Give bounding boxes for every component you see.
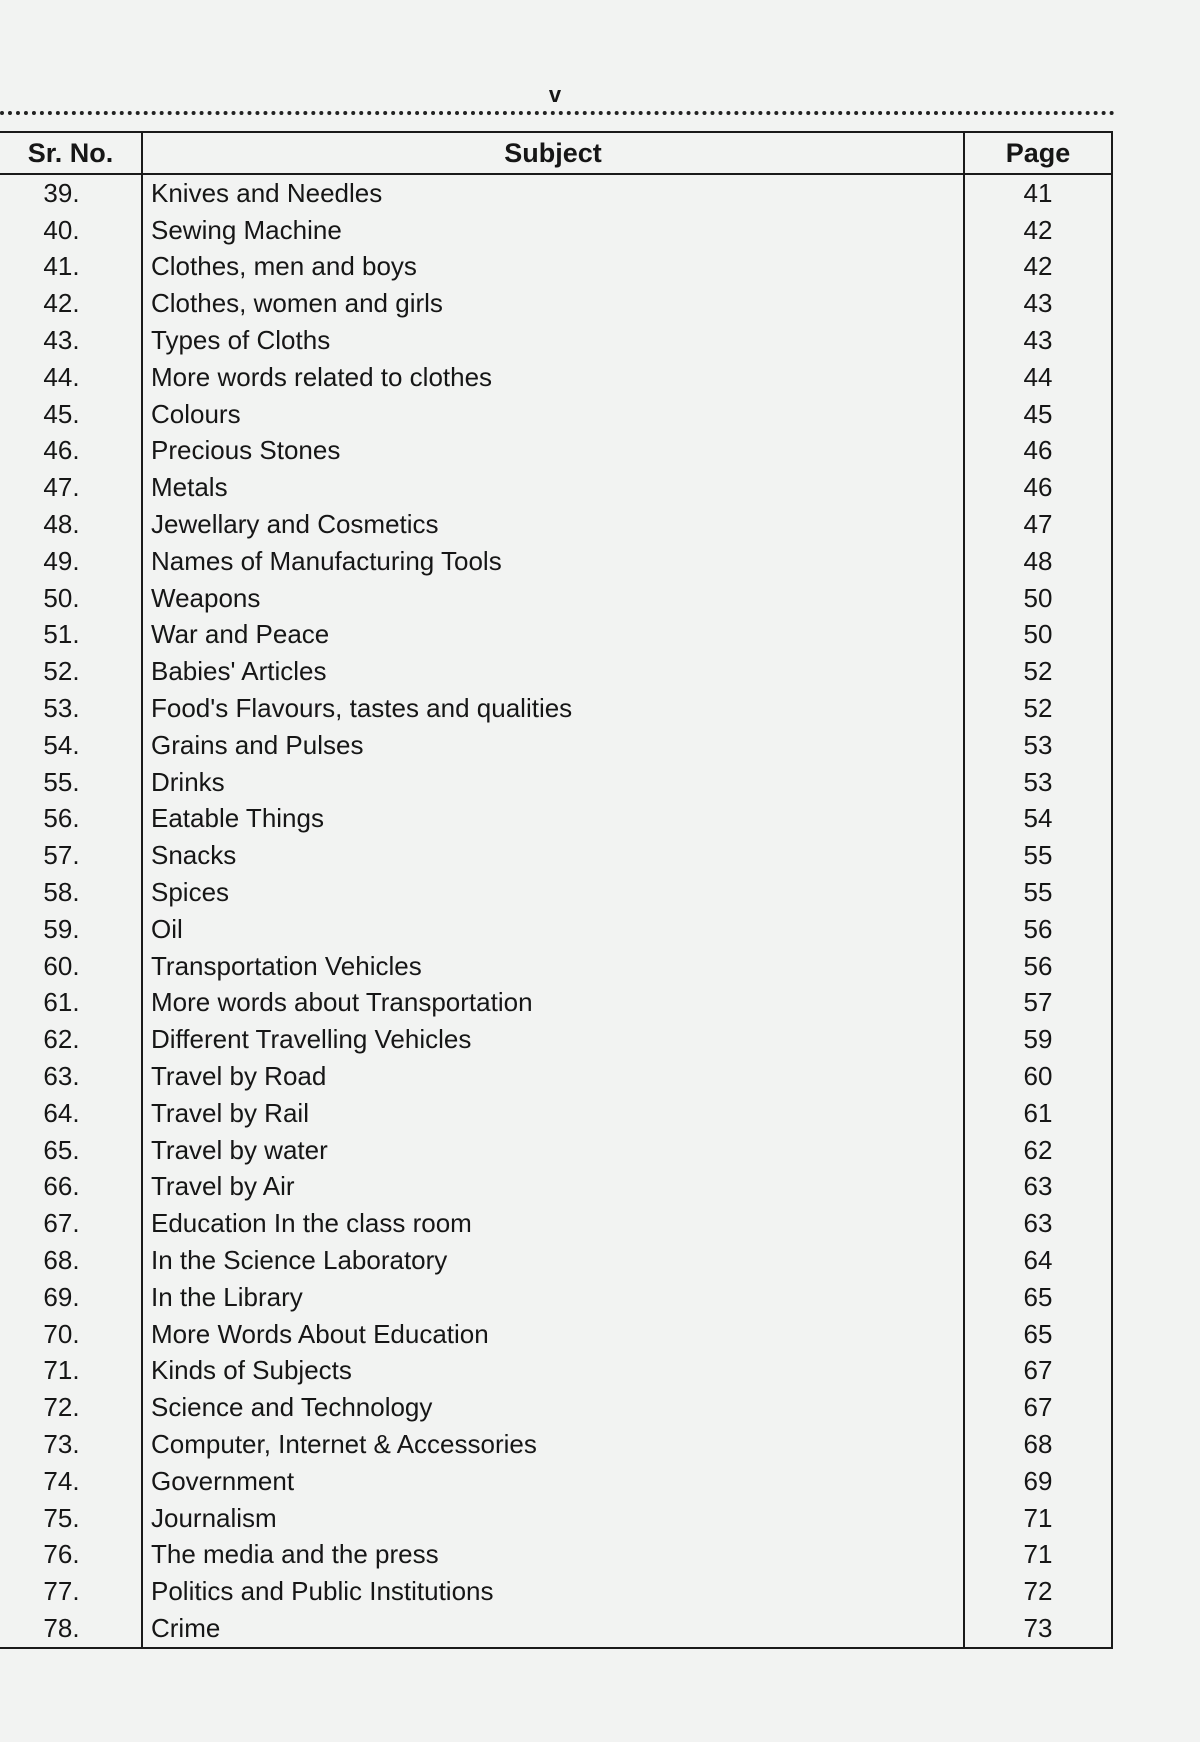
page-cell: 68 xyxy=(964,1426,1112,1463)
table-row xyxy=(0,359,1112,396)
subject-cell: Travel by Air xyxy=(142,1169,964,1206)
page-cell: 55 xyxy=(964,837,1112,874)
sr-no-cell: 63. xyxy=(0,1058,142,1095)
table-row xyxy=(0,948,1112,985)
subject-cell: Government xyxy=(142,1463,964,1500)
table-row xyxy=(0,1610,1112,1648)
subject-cell: Clothes, men and boys xyxy=(142,249,964,286)
table-row xyxy=(0,1205,1112,1242)
subject-cell: Travel by water xyxy=(142,1132,964,1169)
sr-no-cell: 65. xyxy=(0,1132,142,1169)
subject-cell: Types of Cloths xyxy=(142,322,964,359)
sr-no-cell: 73. xyxy=(0,1426,142,1463)
table-row xyxy=(0,506,1112,543)
sr-no-cell: 49. xyxy=(0,543,142,580)
subject-cell: Precious Stones xyxy=(142,433,964,470)
page-cell: 47 xyxy=(964,506,1112,543)
subject-cell: Crime xyxy=(142,1610,964,1648)
sr-no-cell: 67. xyxy=(0,1205,142,1242)
table-row xyxy=(0,1353,1112,1390)
sr-no-cell: 41. xyxy=(0,249,142,286)
table-row xyxy=(0,285,1112,322)
page-cell: 55 xyxy=(964,874,1112,911)
page-cell: 69 xyxy=(964,1463,1112,1500)
subject-cell: Science and Technology xyxy=(142,1389,964,1426)
sr-no-cell: 62. xyxy=(0,1021,142,1058)
sr-no-cell: 39. xyxy=(0,174,142,212)
sr-no-cell: 64. xyxy=(0,1095,142,1132)
page-cell: 67 xyxy=(964,1389,1112,1426)
page-cell: 50 xyxy=(964,617,1112,654)
sr-no-cell: 53. xyxy=(0,690,142,727)
page-cell: 45 xyxy=(964,396,1112,433)
sr-no-cell: 68. xyxy=(0,1242,142,1279)
subject-cell: More words related to clothes xyxy=(142,359,964,396)
sr-no-cell: 46. xyxy=(0,433,142,470)
subject-cell: Babies' Articles xyxy=(142,653,964,690)
subject-cell: Weapons xyxy=(142,580,964,617)
page-cell: 46 xyxy=(964,433,1112,470)
subject-cell: Clothes, women and girls xyxy=(142,285,964,322)
subject-cell: Names of Manufacturing Tools xyxy=(142,543,964,580)
page-cell: 43 xyxy=(964,322,1112,359)
sr-no-cell: 77. xyxy=(0,1573,142,1610)
page-cell: 63 xyxy=(964,1169,1112,1206)
page-cell: 59 xyxy=(964,1021,1112,1058)
page-cell: 42 xyxy=(964,212,1112,249)
header-row xyxy=(0,132,1112,174)
sr-no-cell: 66. xyxy=(0,1169,142,1206)
sr-no-cell: 61. xyxy=(0,985,142,1022)
subject-cell: The media and the press xyxy=(142,1536,964,1573)
table-row xyxy=(0,396,1112,433)
page-cell: 53 xyxy=(964,764,1112,801)
table-row xyxy=(0,874,1112,911)
sr-no-cell: 58. xyxy=(0,874,142,911)
subject-cell: More Words About Education xyxy=(142,1316,964,1353)
page-cell: 46 xyxy=(964,469,1112,506)
table-row xyxy=(0,1500,1112,1537)
page-cell: 71 xyxy=(964,1536,1112,1573)
subject-cell: Knives and Needles xyxy=(142,174,964,212)
contents-table xyxy=(0,131,1113,1649)
table-row xyxy=(0,1242,1112,1279)
table-row xyxy=(0,1573,1112,1610)
page-cell: 52 xyxy=(964,653,1112,690)
contents-table-body xyxy=(0,174,1112,1648)
sr-no-cell: 50. xyxy=(0,580,142,617)
subject-cell: Oil xyxy=(142,911,964,948)
page-cell: 73 xyxy=(964,1610,1112,1648)
subject-cell: Snacks xyxy=(142,837,964,874)
table-row xyxy=(0,1389,1112,1426)
table-row xyxy=(0,174,1112,212)
subject-cell: Politics and Public Institutions xyxy=(142,1573,964,1610)
page-cell: 57 xyxy=(964,985,1112,1022)
sr-no-cell: 78. xyxy=(0,1610,142,1648)
sr-no-cell: 44. xyxy=(0,359,142,396)
sr-no-cell: 71. xyxy=(0,1353,142,1390)
subject-cell: Computer, Internet & Accessories xyxy=(142,1426,964,1463)
table-row xyxy=(0,1426,1112,1463)
sr-no-cell: 69. xyxy=(0,1279,142,1316)
table-row xyxy=(0,911,1112,948)
subject-cell: Sewing Machine xyxy=(142,212,964,249)
page-cell: 41 xyxy=(964,174,1112,212)
table-row xyxy=(0,690,1112,727)
subject-cell: In the Science Laboratory xyxy=(142,1242,964,1279)
subject-cell: Eatable Things xyxy=(142,801,964,838)
page-cell: 62 xyxy=(964,1132,1112,1169)
page-cell: 72 xyxy=(964,1573,1112,1610)
page-cell: 64 xyxy=(964,1242,1112,1279)
subject-cell: Colours xyxy=(142,396,964,433)
table-row xyxy=(0,1021,1112,1058)
page-cell: 43 xyxy=(964,285,1112,322)
table-row xyxy=(0,1536,1112,1573)
sr-no-cell: 72. xyxy=(0,1389,142,1426)
table-row xyxy=(0,1095,1112,1132)
page-cell: 67 xyxy=(964,1353,1112,1390)
table-row xyxy=(0,617,1112,654)
table-row xyxy=(0,212,1112,249)
sr-no-cell: 48. xyxy=(0,506,142,543)
page-header: Page xyxy=(964,132,1112,174)
sr-no-cell: 42. xyxy=(0,285,142,322)
sr-no-cell: 70. xyxy=(0,1316,142,1353)
page-cell: 53 xyxy=(964,727,1112,764)
subject-cell: Food's Flavours, tastes and qualities xyxy=(142,690,964,727)
subject-cell: Education In the class room xyxy=(142,1205,964,1242)
page-number: v xyxy=(548,82,562,107)
table-row xyxy=(0,543,1112,580)
table-row xyxy=(0,433,1112,470)
sr-no-cell: 43. xyxy=(0,322,142,359)
page-cell: 56 xyxy=(964,911,1112,948)
page-cell: 56 xyxy=(964,948,1112,985)
page-cell: 61 xyxy=(964,1095,1112,1132)
contents-table-header xyxy=(0,132,1112,174)
page-cell: 71 xyxy=(964,1500,1112,1537)
sr-no-cell: 60. xyxy=(0,948,142,985)
subject-cell: Journalism xyxy=(142,1500,964,1537)
table-row xyxy=(0,469,1112,506)
table-row xyxy=(0,1316,1112,1353)
page-cell: 60 xyxy=(964,1058,1112,1095)
subject-cell: Metals xyxy=(142,469,964,506)
subject-cell: In the Library xyxy=(142,1279,964,1316)
subject-cell: Spices xyxy=(142,874,964,911)
subject-cell: Jewellary and Cosmetics xyxy=(142,506,964,543)
sr-no-cell: 47. xyxy=(0,469,142,506)
table-row xyxy=(0,985,1112,1022)
subject-cell: War and Peace xyxy=(142,617,964,654)
table-row xyxy=(0,1132,1112,1169)
table-row xyxy=(0,1279,1112,1316)
sr-no-cell: 56. xyxy=(0,801,142,838)
sr-no-header: Sr. No. xyxy=(0,132,142,174)
page-cell: 63 xyxy=(964,1205,1112,1242)
table-row xyxy=(0,249,1112,286)
page-cell: 44 xyxy=(964,359,1112,396)
table-row xyxy=(0,727,1112,764)
subject-cell: More words about Transportation xyxy=(142,985,964,1022)
sr-no-cell: 59. xyxy=(0,911,142,948)
table-row xyxy=(0,322,1112,359)
page-cell: 42 xyxy=(964,249,1112,286)
sr-no-cell: 76. xyxy=(0,1536,142,1573)
sr-no-cell: 55. xyxy=(0,764,142,801)
table-row xyxy=(0,1058,1112,1095)
sr-no-cell: 74. xyxy=(0,1463,142,1500)
table-row xyxy=(0,764,1112,801)
subject-cell: Grains and Pulses xyxy=(142,727,964,764)
subject-cell: Travel by Rail xyxy=(142,1095,964,1132)
sr-no-cell: 40. xyxy=(0,212,142,249)
page-cell: 65 xyxy=(964,1316,1112,1353)
page-cell: 65 xyxy=(964,1279,1112,1316)
table-row xyxy=(0,801,1112,838)
subject-cell: Drinks xyxy=(142,764,964,801)
subject-cell: Travel by Road xyxy=(142,1058,964,1095)
subject-cell: Kinds of Subjects xyxy=(142,1353,964,1390)
table-row xyxy=(0,653,1112,690)
sr-no-cell: 45. xyxy=(0,396,142,433)
page-cell: 50 xyxy=(964,580,1112,617)
table-row xyxy=(0,1169,1112,1206)
table-row xyxy=(0,837,1112,874)
page-cell: 52 xyxy=(964,690,1112,727)
sr-no-cell: 51. xyxy=(0,617,142,654)
table-row xyxy=(0,580,1112,617)
sr-no-cell: 57. xyxy=(0,837,142,874)
sr-no-cell: 52. xyxy=(0,653,142,690)
subject-header: Subject xyxy=(142,132,964,174)
sr-no-cell: 54. xyxy=(0,727,142,764)
table-row xyxy=(0,1463,1112,1500)
sr-no-cell: 75. xyxy=(0,1500,142,1537)
subject-cell: Different Travelling Vehicles xyxy=(142,1021,964,1058)
page-cell: 48 xyxy=(964,543,1112,580)
dotted-divider xyxy=(0,111,1115,115)
subject-cell: Transportation Vehicles xyxy=(142,948,964,985)
page-cell: 54 xyxy=(964,801,1112,838)
